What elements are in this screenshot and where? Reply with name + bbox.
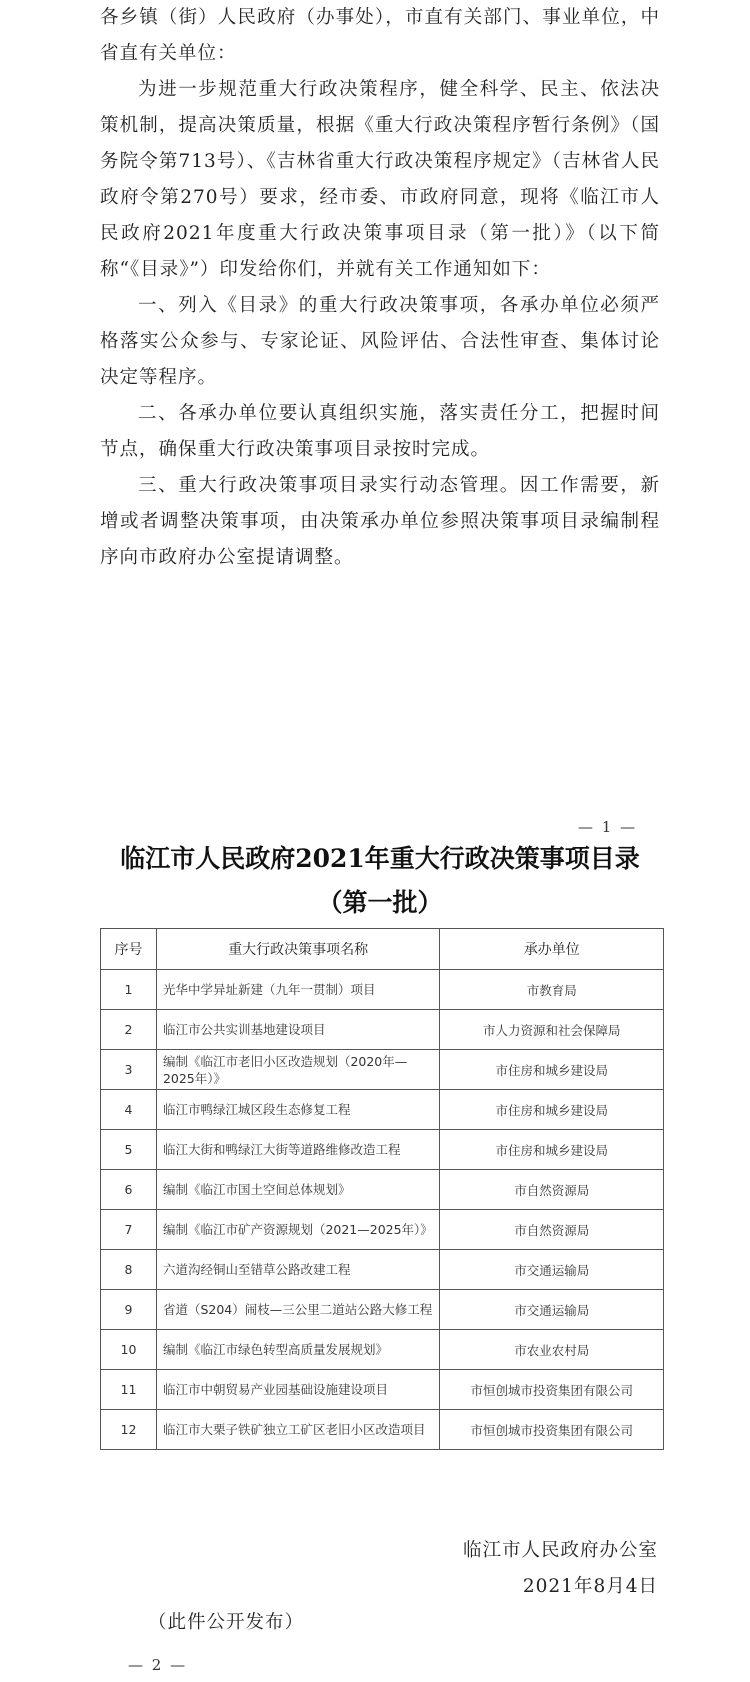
row-department: 市恒创城市投资集团有限公司 <box>440 1370 664 1410</box>
page-number-2: — 2 — <box>128 1656 188 1674</box>
row-item-name: 光华中学异址新建（九年一贯制）项目 <box>156 970 440 1010</box>
header-number: 序号 <box>101 929 157 970</box>
row-number: 5 <box>101 1130 157 1170</box>
row-number: 1 <box>101 970 157 1010</box>
signature-date: 2021年8月4日 <box>522 1576 658 1597</box>
row-department: 市农业农村局 <box>440 1330 664 1370</box>
header-department: 承办单位 <box>440 929 664 970</box>
row-item-name: 编制《临江市矿产资源规划（2021—2025年）》 <box>156 1210 440 1250</box>
row-department: 市住房和城乡建设局 <box>440 1050 664 1090</box>
row-item-name: 编制《临江市绿色转型高质量发展规划》 <box>156 1330 440 1370</box>
signature-organization: 临江市人民政府办公室 <box>462 1540 658 1561</box>
row-item-name: 编制《临江市国土空间总体规划》 <box>156 1170 440 1210</box>
row-number: 2 <box>101 1010 157 1050</box>
table-row <box>101 1410 664 1450</box>
row-item-name: 临江大街和鸭绿江大街等道路维修改造工程 <box>156 1130 440 1170</box>
row-item-name: 六道沟经铜山至错草公路改建工程 <box>156 1250 440 1290</box>
row-department: 市人力资源和社会保障局 <box>440 1010 664 1050</box>
row-department: 市自然资源局 <box>440 1170 664 1210</box>
intro-paragraph: 为进一步规范重大行政决策程序，健全科学、民主、依法决策机制，提高决策质量，根据《重大行政决策程序暂行条例》（国务院令第713号）、《吉林省重大行政决策程序规定》（吉林省人民政府令第270号）要求，经市委、市政府同意，现将《临江市人民政府2021年度重大行政决策事项目录（第一批）》（以下简称“《目录》”）印发给你们，并就有关工作通知如下： <box>100 79 660 280</box>
row-department: 市交通运输局 <box>440 1250 664 1290</box>
row-number: 4 <box>101 1090 157 1130</box>
item-one-paragraph: 一、列入《目录》的重大行政决策事项，各承办单位必须严格落实公众参与、专家论证、风险评估、合法性审查、集体讨论决定等程序。 <box>100 295 660 388</box>
item-three-paragraph: 三、重大行政决策事项目录实行动态管理。因工作需要，新增或者调整决策事项，由决策承办单位参照决策事项目录编制程序向市政府办公室提请调整。 <box>100 475 660 568</box>
page-number-1: — 1 — <box>578 818 638 836</box>
row-item-name: 临江市大栗子铁矿独立工矿区老旧小区改造项目 <box>156 1410 440 1450</box>
decision-items-table <box>100 928 664 1450</box>
table-row <box>101 1330 664 1370</box>
row-department: 市住房和城乡建设局 <box>440 1130 664 1170</box>
row-department: 市恒创城市投资集团有限公司 <box>440 1410 664 1450</box>
table-row <box>101 1170 664 1210</box>
row-number: 8 <box>101 1250 157 1290</box>
addressee-paragraph: 各乡镇（街）人民政府（办事处），市直有关部门、事业单位，中省直有关单位： <box>100 7 660 64</box>
table-row <box>101 1130 664 1170</box>
table-row <box>101 1250 664 1290</box>
table-header-row <box>101 929 664 970</box>
row-item-name: 临江市鸭绿江城区段生态修复工程 <box>156 1090 440 1130</box>
catalog-subtitle: （第一批） <box>317 888 443 917</box>
row-department: 市自然资源局 <box>440 1210 664 1250</box>
row-item-name: 临江市中朝贸易产业园基础设施建设项目 <box>156 1370 440 1410</box>
item-two-paragraph: 二、各承办单位要认真组织实施，落实责任分工，把握时间节点，确保重大行政决策事项目录按时完成。 <box>100 403 660 460</box>
row-department: 市教育局 <box>440 970 664 1010</box>
table-row <box>101 1010 664 1050</box>
row-number: 11 <box>101 1370 157 1410</box>
row-number: 9 <box>101 1290 157 1330</box>
header-item-name: 重大行政决策事项名称 <box>156 929 440 970</box>
row-department: 市交通运输局 <box>440 1290 664 1330</box>
row-department: 市住房和城乡建设局 <box>440 1090 664 1130</box>
table-row <box>101 1210 664 1250</box>
table-row <box>101 1050 664 1090</box>
row-item-name: 省道（S204）闹枝—三公里二道站公路大修工程 <box>156 1290 440 1330</box>
table-row <box>101 1290 664 1330</box>
row-item-name: 编制《临江市老旧小区改造规划（2020年—2025年）》 <box>156 1050 440 1090</box>
table-row <box>101 1370 664 1410</box>
row-number: 6 <box>101 1170 157 1210</box>
publication-note: （此件公开发布） <box>148 1612 305 1633</box>
table-row <box>101 1090 664 1130</box>
row-number: 3 <box>101 1050 157 1090</box>
row-item-name: 临江市公共实训基地建设项目 <box>156 1010 440 1050</box>
row-number: 12 <box>101 1410 157 1450</box>
table-row <box>101 970 664 1010</box>
catalog-title: 临江市人民政府2021年重大行政决策事项目录 <box>120 844 640 873</box>
row-number: 10 <box>101 1330 157 1370</box>
row-number: 7 <box>101 1210 157 1250</box>
